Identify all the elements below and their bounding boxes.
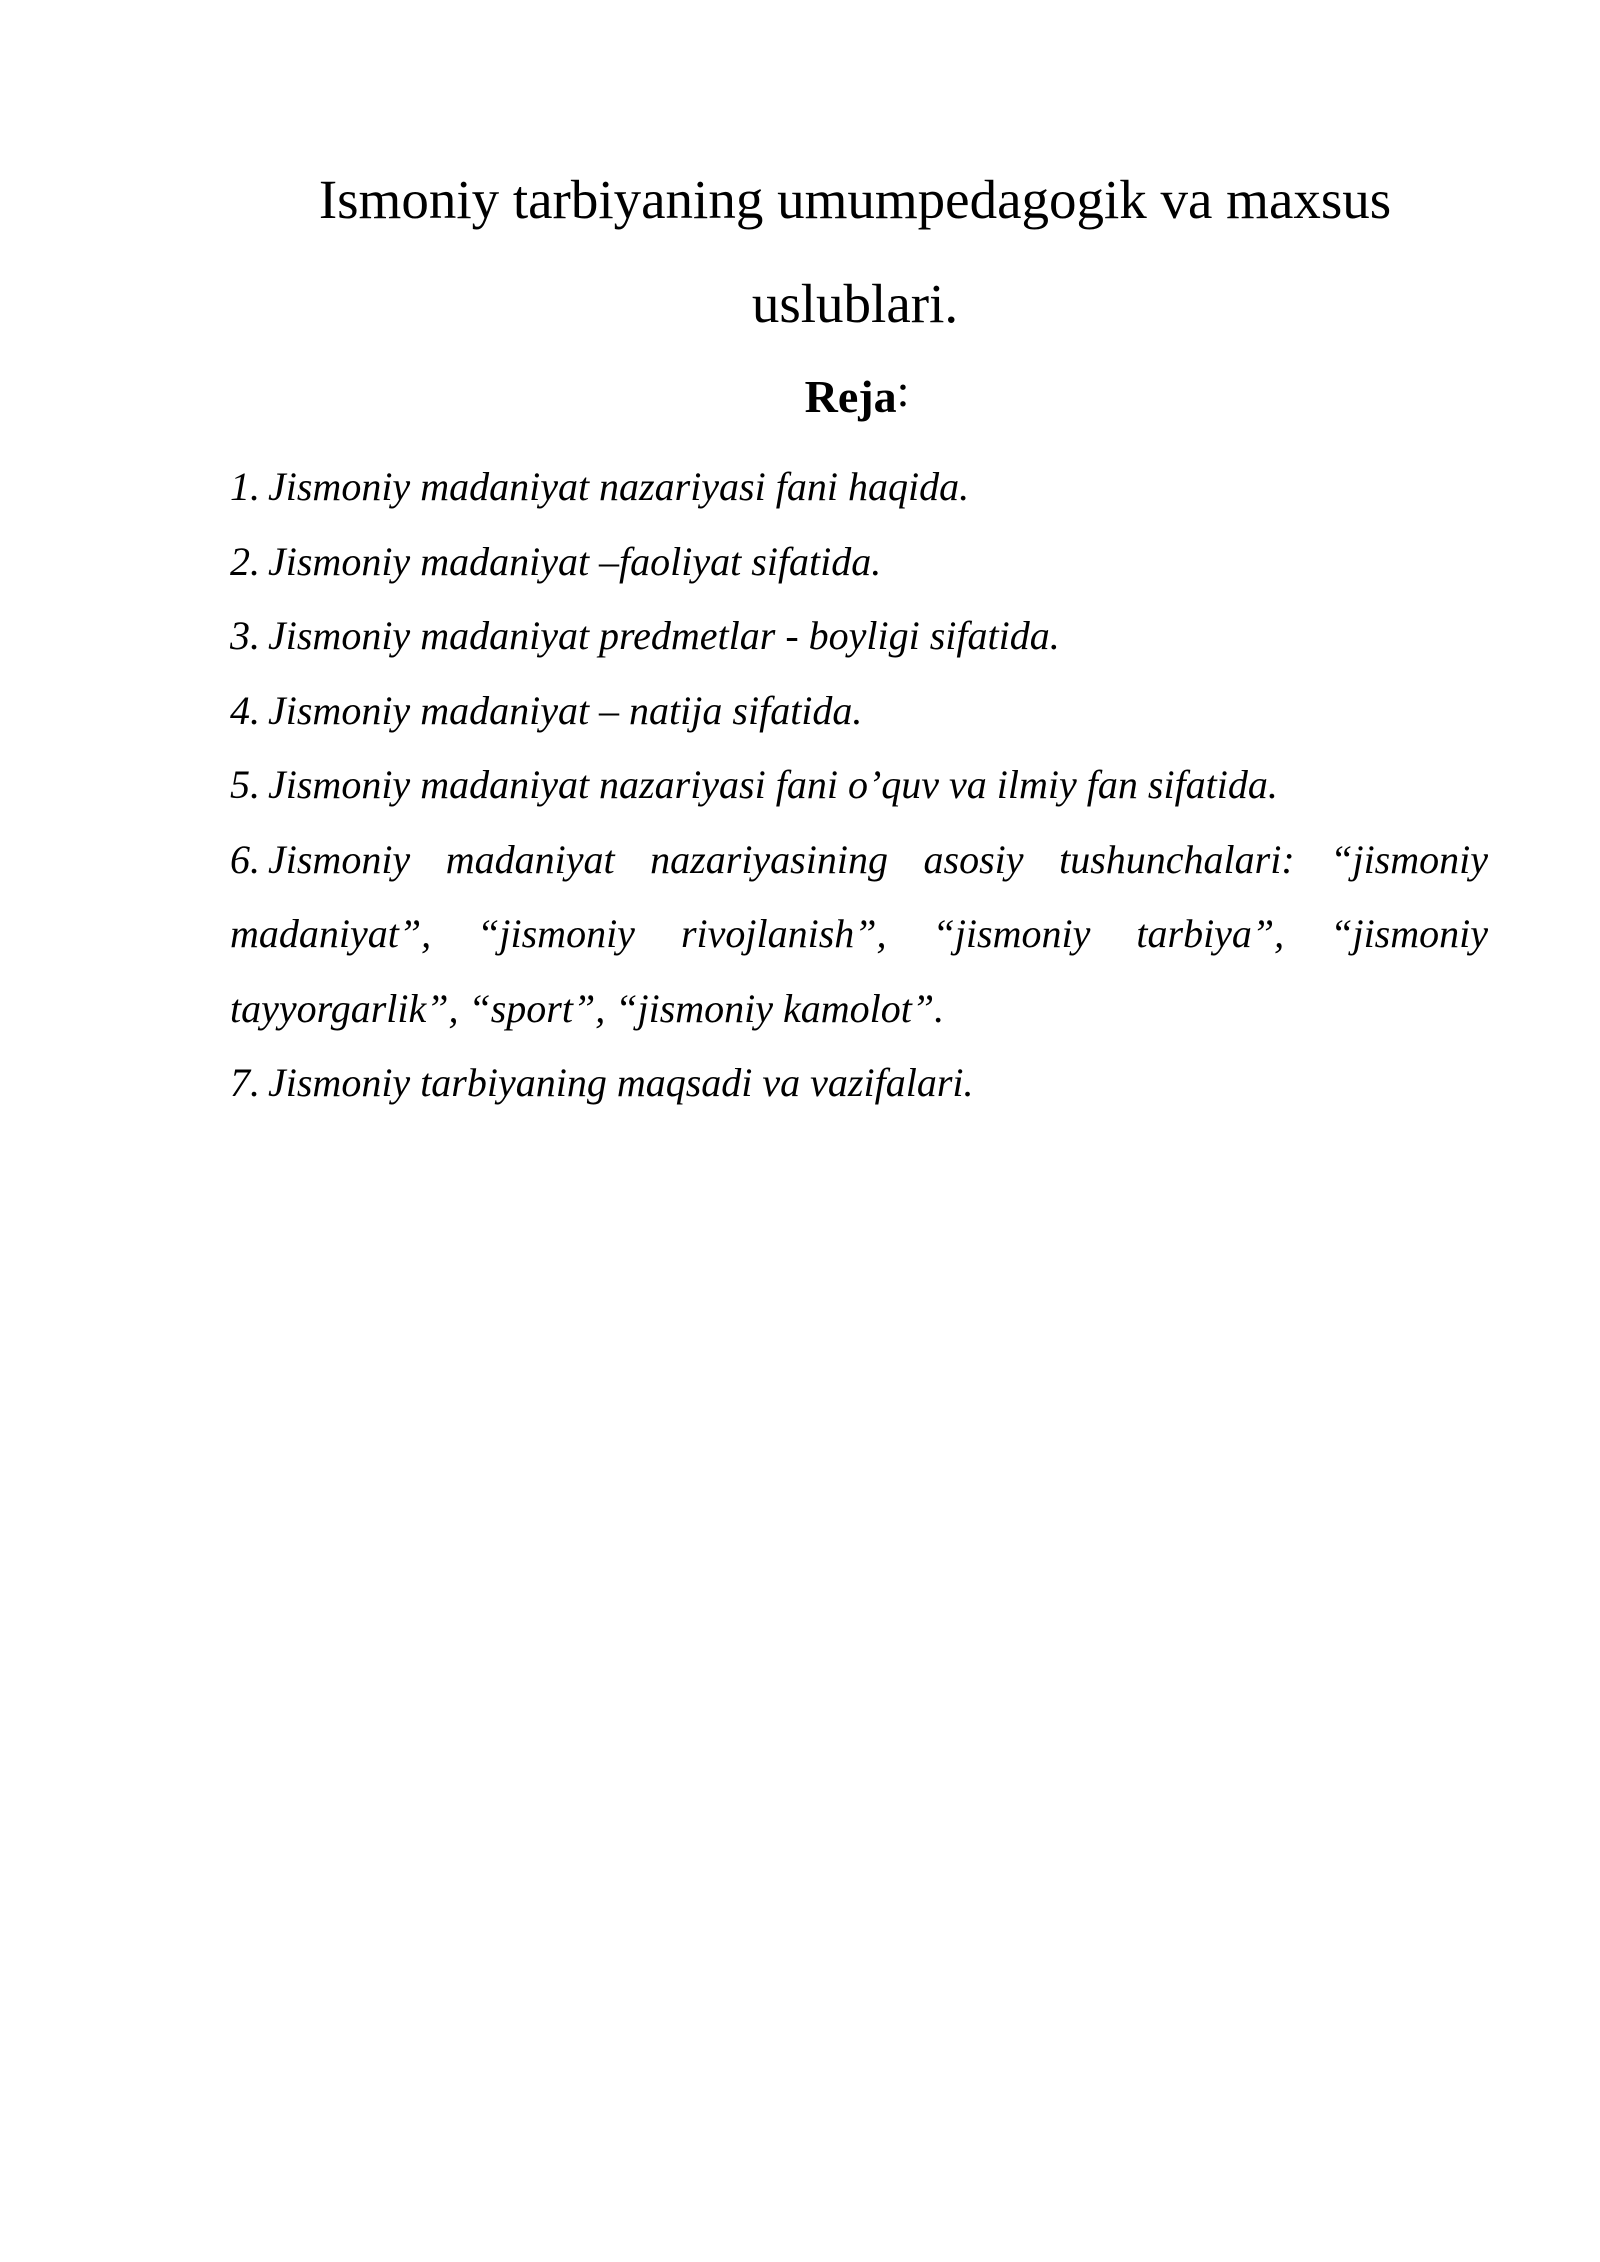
plan-heading	[0, 362, 1600, 432]
plan-item	[230, 450, 1488, 525]
plan-item-text: Jismoniy madaniyat predmetlar - boyligi sifatida.	[268, 613, 1060, 658]
plan-item	[230, 1046, 1488, 1121]
plan-item-text: Jismoniy madaniyat – natija sifatida.	[268, 687, 863, 733]
plan-item-number: 3.	[230, 613, 260, 658]
plan-item-number: 2.	[230, 538, 260, 584]
plan-item-number: 1.	[230, 464, 260, 509]
plan-item-number: 6.	[230, 836, 260, 882]
plan-item-number: 5.	[230, 762, 260, 807]
plan-item-number: 4.	[230, 687, 260, 733]
plan-item-text: Jismoniy madaniyat nazariyasi fani haqida.	[268, 464, 970, 509]
plan-item	[230, 823, 1488, 1047]
plan-item	[230, 748, 1488, 823]
plan-item	[230, 674, 1488, 749]
plan-item	[230, 599, 1488, 674]
plan-item-text: Jismoniy madaniyat –faoliyat sifatida.	[268, 538, 882, 584]
plan-heading-label: Reja	[804, 371, 897, 422]
plan-item-number: 7.	[230, 1060, 260, 1105]
plan-item-text: Jismoniy madaniyat nazariyasining asosiy tushunchalari: “jismoniy madaniyat”, “jismoniy rivojlanish”, “jismoniy tarbiya”, “jismoniy tayyorgarlik”, “sport”, “jismoniy kamolot”.	[230, 836, 1488, 1031]
plan-list	[230, 450, 1488, 1121]
plan-heading-colon: :	[896, 365, 910, 416]
plan-item-text: Jismoniy tarbiyaning maqsadi va vazifalari.	[268, 1060, 974, 1105]
plan-item	[230, 525, 1488, 600]
document-title: Ismoniy tarbiyaning umumpedagogik va maxsus uslublari.	[318, 169, 1392, 334]
plan-item-text: Jismoniy madaniyat nazariyasi fani o’quv va ilmiy fan sifatida.	[268, 762, 1278, 807]
